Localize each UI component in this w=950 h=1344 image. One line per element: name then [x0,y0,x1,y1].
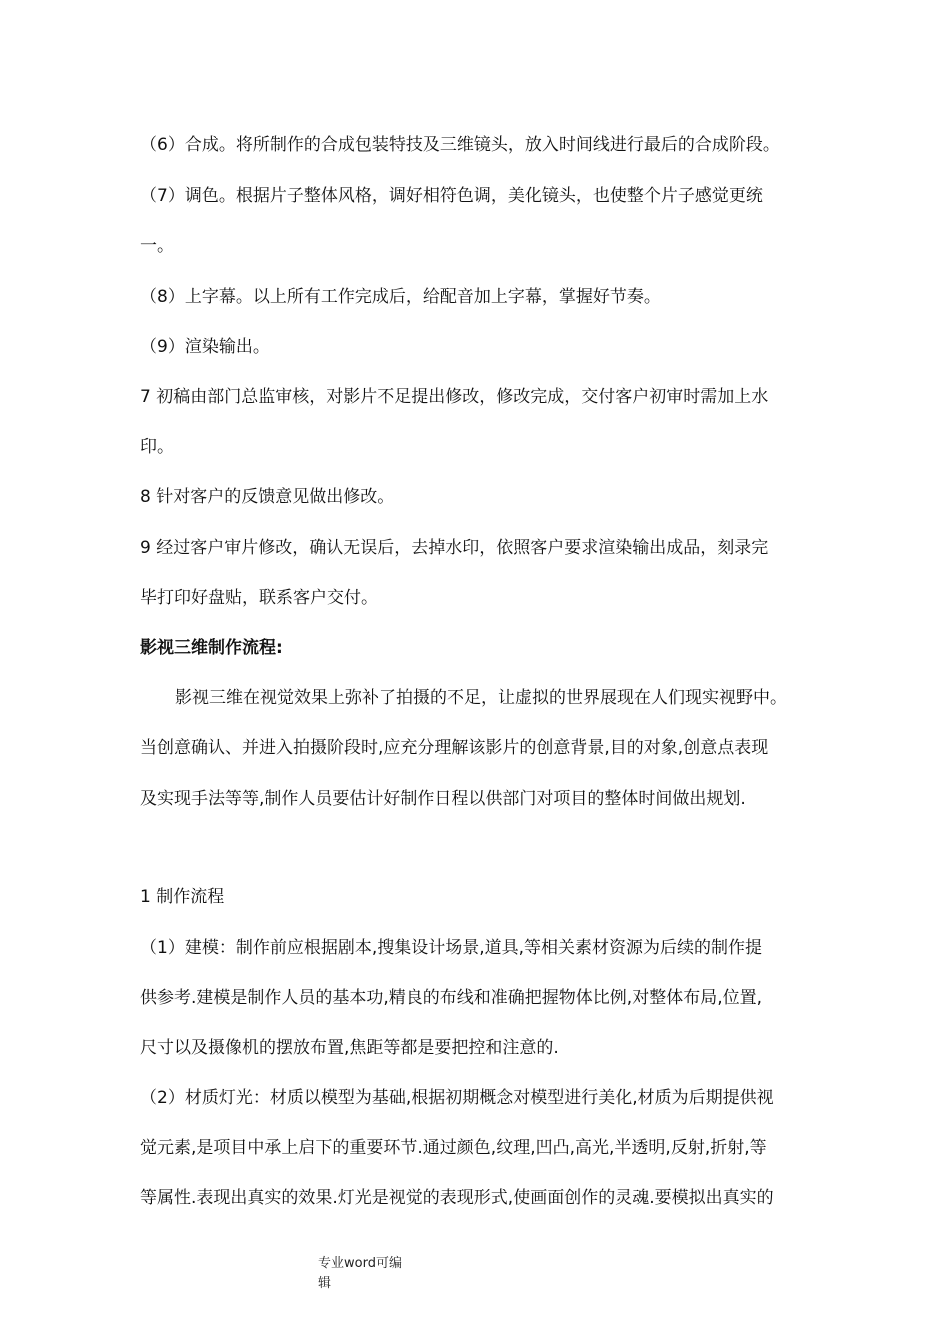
paragraph-materials-line-3: 等属性.表现出真实的效果.灯光是视觉的表现形式,使画面创作的灵魂.要模拟出真实的 [140,1188,774,1208]
paragraph-item-8: 8 针对客户的反馈意见做出修改。 [140,487,395,507]
paragraph-modeling-line-3: 尺寸以及摄像机的摆放布置,焦距等都是要把控和注意的. [140,1038,559,1058]
intro-paragraph: 影视三维在视觉效果上弥补了拍摄的不足，让虚拟的世界展现在人们现实视野中。 [175,688,787,708]
paragraph-item-9-cont: 毕打印好盘贴，联系客户交付。 [140,588,378,608]
paragraph-step-8: （8）上字幕。以上所有工作完成后，给配音加上字幕，掌握好节奏。 [140,287,661,307]
paragraph-modeling-line-2: 供参考.建模是制作人员的基本功,精良的布线和准确把握物体比例,对整体布局,位置, [140,988,763,1008]
footer-line-2: 辑 [318,1276,332,1291]
paragraph-modeling: （1）建模：制作前应根据剧本,搜集设计场景,道具,等相关素材资源为后续的制作提 [140,938,763,958]
subsection-heading: 1 制作流程 [140,887,225,907]
paragraph-materials: （2）材质灯光：材质以模型为基础,根据初期概念对模型进行美化,材质为后期提供视 [140,1088,774,1108]
paragraph-item-7: 7 初稿由部门总监审核，对影片不足提出修改，修改完成，交付客户初审时需加上水 [140,387,769,407]
intro-paragraph-line-2: 当创意确认、并进入拍摄阶段时,应充分理解该影片的创意背景,目的对象,创意点表现 [140,738,769,758]
section-heading: 影视三维制作流程: [140,638,283,658]
paragraph-item-7-cont: 印。 [140,437,174,457]
paragraph-step-7: （7）调色。根据片子整体风格，调好相符色调，美化镜头，也使整个片子感觉更统 [140,186,763,206]
page-footer [318,1254,402,1294]
paragraph-step-6: （6）合成。将所制作的合成包装特技及三维镜头，放入时间线进行最后的合成阶段。 [140,135,780,155]
paragraph-materials-line-2: 觉元素,是项目中承上启下的重要环节.通过颜色,纹理,凹凸,高光,半透明,反射,折射,等 [140,1138,767,1158]
paragraph-step-9: （9）渲染输出。 [140,337,270,357]
paragraph-step-7-cont: 一。 [140,236,174,256]
footer-line-1: 专业word可编 [318,1256,402,1271]
intro-paragraph-line-3: 及实现手法等等,制作人员要估计好制作日程以供部门对项目的整体时间做出规划. [140,789,746,809]
paragraph-item-9: 9 经过客户审片修改，确认无误后，去掉水印，依照客户要求渲染输出成品，刻录完 [140,538,769,558]
